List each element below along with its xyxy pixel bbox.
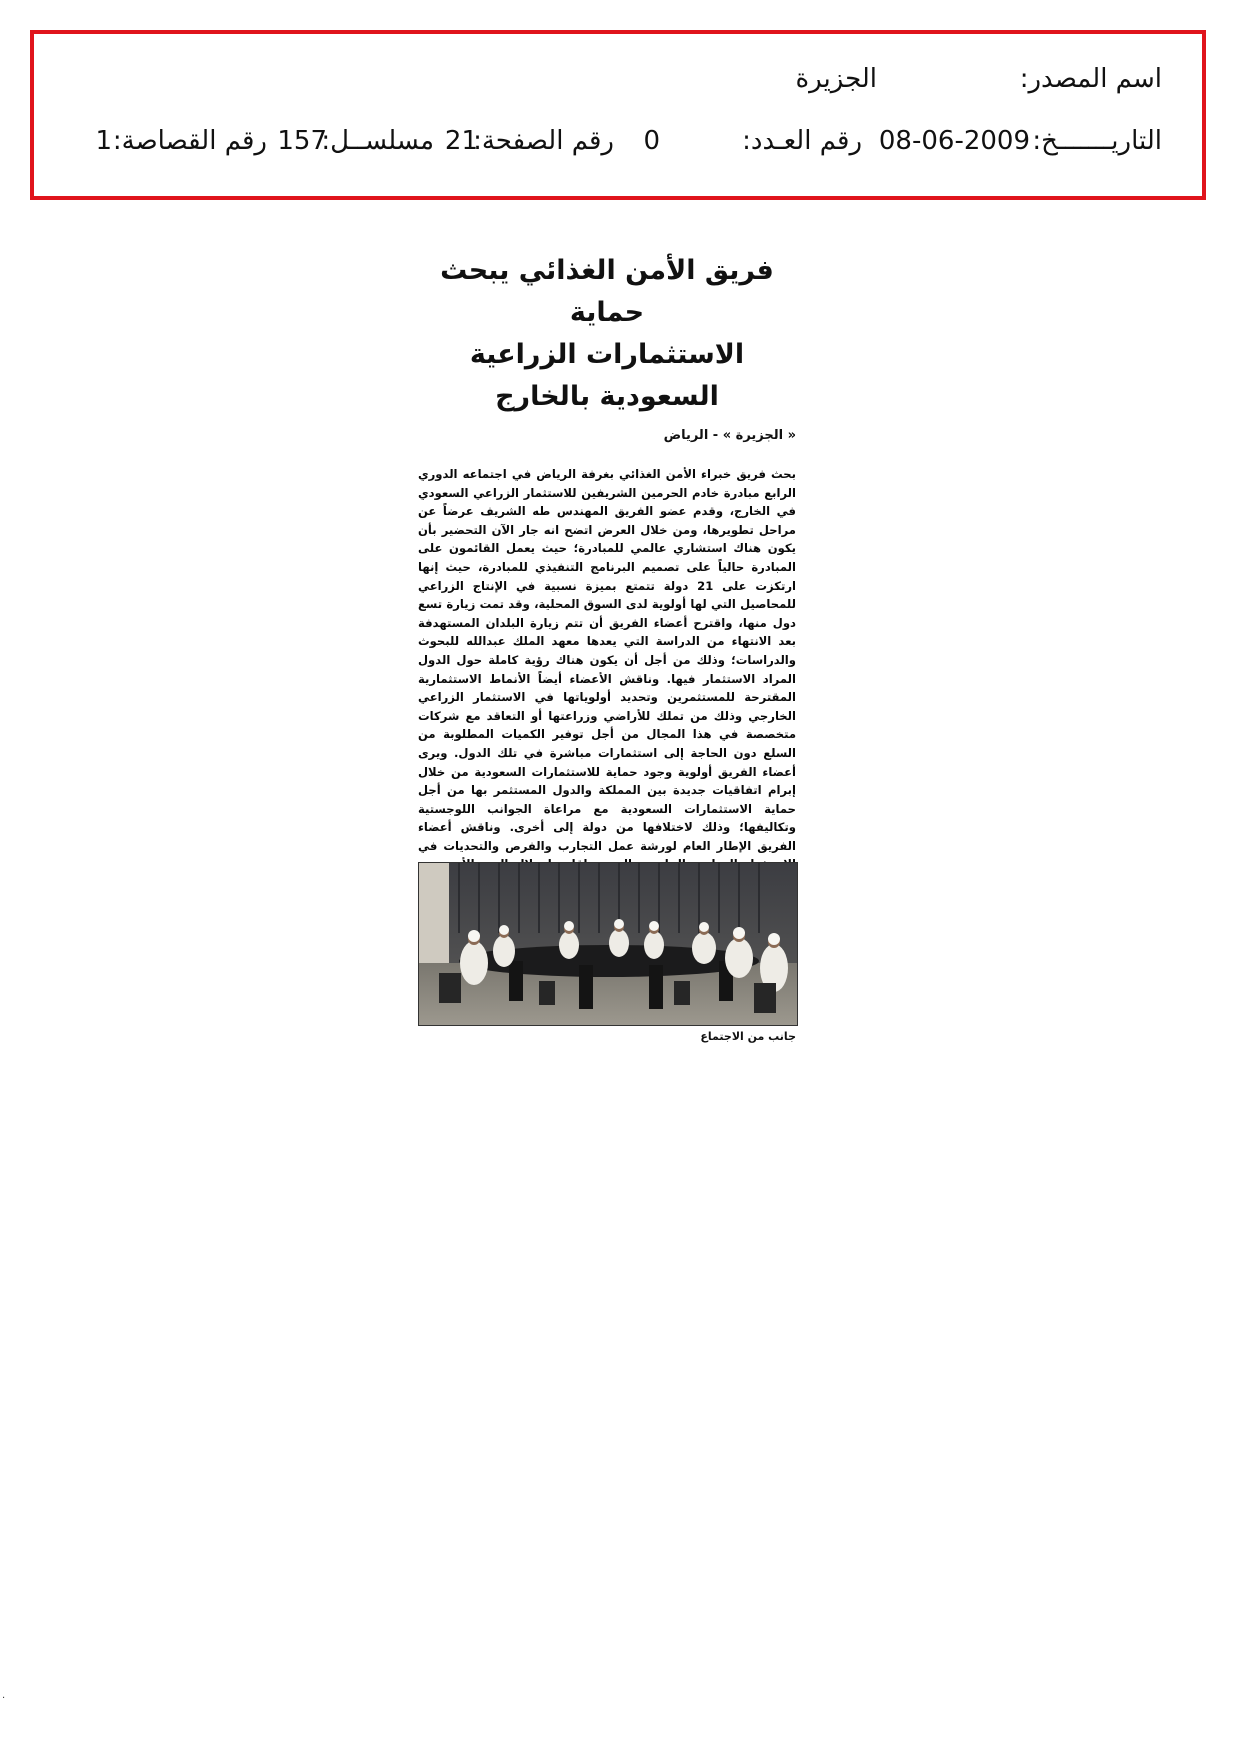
article-body: بحث فريق خبراء الأمن الغذائي بغرفة الرياض في اجتماعه الدوري الرابع مبادرة خادم الحرمين الشريفين للاستثمار الزراعي السعودي في الخارج، وقدم عضو الفريق المهندس طه الشريف عرضاً عن مراحل تطويرها، ومن خلال العرض اتضح انه جار الآن التحضير بأن يكون هناك استشاري عالمي للمبادرة؛ حيث يعمل القائمون على المبادرة حالياً على تصميم البرنامج التنفيذي للمبادرة، حيث إنها ارتكزت على 21 دولة تتمتع بميزة نسبية في الإنتاج الزراعي للمحاصيل التي لها أولوية لدى السوق المحلية، وقد تمت زيارة تسع دول منها، واقترح أعضاء الفريق أن تتم زيارة البلدان المستهدفة بعد الانتهاء من الدراسة التي يعدها معهد الملك عبدالله للبحوث والدراسات؛ وذلك من أجل أن يكون هناك رؤية كاملة حول الدول المراد الاستثمار فيها. وناقش الأعضاء أيضاً الأنماط الاستثمارية المقترحة للمستثمرين وتحديد أولوياتها في الاستثمار الزراعي الخارجي وذلك من تملك للأراضي وزراعتها أو التعاقد مع شركات متخصصة في هذا المجال من أجل توفير الكميات المطلوبة من السلع دون الحاجة إلى استثمارات مباشرة في تلك الدول. ويرى أعضاء الفريق أولوية وجود حماية للاستثمارات السعودية من خلال إبرام اتفاقيات جديدة بين المملكة والدول المستثمر بها من أجل حماية الاستثمارات السعودية مع مراعاة الجوانب اللوجستية وتكاليفها؛ وذلك لاختلافها من دولة إلى أخرى. وناقش أعضاء الفريق الإطار العام لورشة عمل التجارب والفرص والتحديات في (418, 467, 796, 853)
source-label: اسم المصدر: (1019, 64, 1162, 94)
clipping-label: رقم القصاصة: (112, 126, 267, 156)
meeting-photo (418, 862, 798, 1026)
serial-value: 157 (277, 126, 327, 156)
issue-label: رقم العـدد: (742, 126, 862, 156)
source-value: الجزيرة (795, 64, 877, 94)
issue-value: 0 (643, 126, 660, 156)
article-headline (418, 250, 796, 418)
clipping-value: 1 (95, 126, 112, 156)
headline-line-2: الاستثمارات الزراعية السعودية بالخارج (469, 339, 745, 412)
article-byline: « الجزيرة » - الرياض (663, 428, 796, 443)
clipping-header (30, 30, 1206, 200)
date-label: التاريـــــــخ: (1032, 126, 1162, 156)
meeting-photo-illustration (419, 863, 797, 1025)
page-edge-mark: . (2, 1690, 6, 1701)
news-article (418, 250, 796, 930)
headline-line-1: فريق الأمن الغذائي يبحث حماية (440, 255, 774, 328)
page-value: 21 (444, 126, 478, 156)
photo-caption: جانب من الاجتماع (700, 1030, 796, 1043)
serial-label: مسلســل: (321, 126, 434, 156)
page-label: رقم الصفحة: (473, 126, 614, 156)
date-value: 08-06-2009 (878, 126, 1030, 156)
